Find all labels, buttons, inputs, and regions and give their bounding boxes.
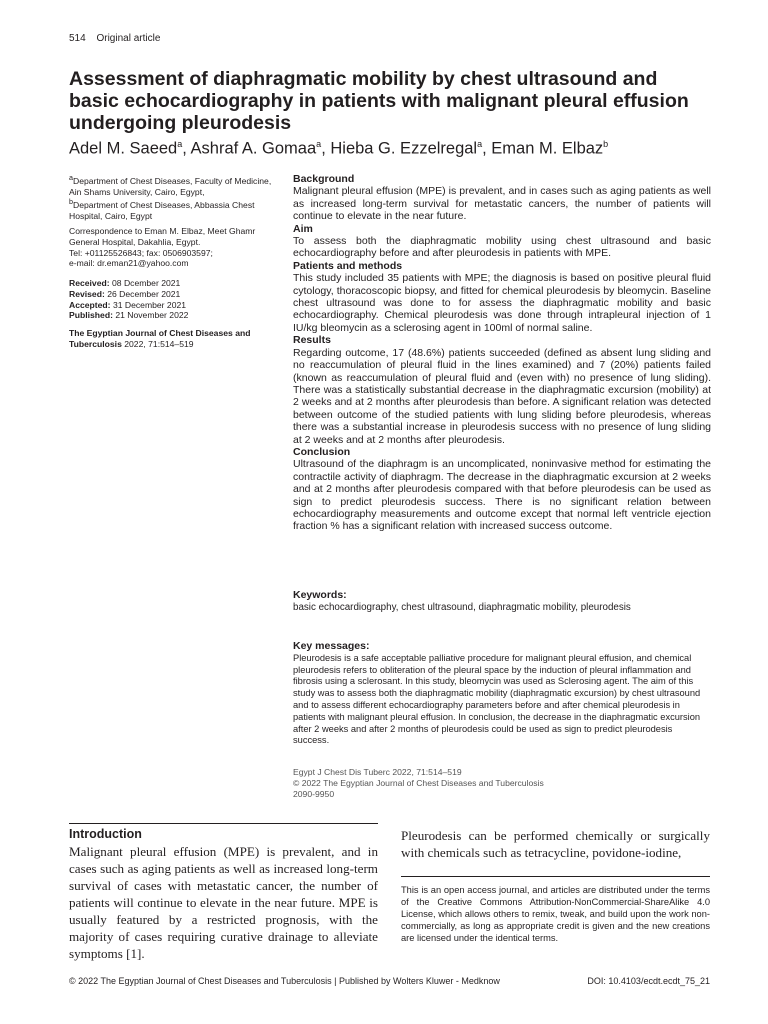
correspondence — [69, 226, 274, 269]
abstract-results: Regarding outcome, 17 (48.6%) patients succeeded (defined as absent lung sliding and no reaccumulation of pleural fluid in the lines examined) and 7 (20%) patients failed (known as reaccumulation of pleural fluid and (even with) no presence of lung sliding). There was a statistically substantial decrease in the diaphragmatic excursion (mobility) at 2 weeks and at 2 months after pleurodesis than before. A significant relation was detected between outcome of the studied patients with lung sliding before pleurodesis, whereas there was a substantial increase in pleurodesis success with no presence of lung sliding at 2 weeks and at 2 months after pleurodesis. — [293, 346, 711, 446]
correspondence-address: Correspondence to Eman M. Elbaz, Meet Ghamr General Hospital, Dakahlia, Egypt. — [69, 226, 256, 247]
author-name: Eman M. Elbaz — [491, 139, 604, 158]
revised-date: 26 December 2021 — [107, 288, 181, 299]
author-list: Adel M. Saeed$^a$, Ashraf A. Gomaa$^a$, Hieba G. Ezzelregal$^a$, Eman M. Elbaz$^b$ — [69, 139, 609, 158]
footer-doi: DOI: 10.4103/ecdt.ecdt_75_21 — [587, 976, 710, 986]
open-access-notice: This is an open access journal, and articles are distributed under the terms of the Creative Commons Attribution-NonCommercial-ShareAlike 4.0 License, which allows others to remix, tweak, and build upon the work non-commercially, as long as appropriate credit is given and the new creations are licensed under the identical terms. — [401, 885, 710, 943]
journal-name: The Egyptian Journal of Chest Diseases and Tuberculosis — [69, 328, 251, 349]
author-name: Adel M. Saeed — [69, 139, 178, 158]
footnote-divider — [401, 876, 710, 877]
article-type: Original article — [96, 33, 161, 44]
abstract-methods: This study included 35 patients with MPE; the diagnosis is based on positive pleural fluid cytology, thoracoscopic biopsy, and fitted for chemical pleurodesis by bleomycin. Baseline chest ultrasound was done to for assess the diaphragmatic mobility and basic echocardiography. Chemical pleurodesis was done through intrapleural injection of 1 IU/kg bleomycin as a sclerosing agent in 100ml of normal saline. — [293, 272, 711, 334]
published-date: 21 November 2022 — [115, 310, 189, 321]
author-affiliation-mark: a — [477, 139, 483, 149]
author-affiliation-mark: a — [316, 139, 322, 149]
correspondence-phone: Tel: +01125526843; fax: 0506903597; — [69, 247, 213, 258]
received-date: 08 Dcember 2021 — [112, 278, 181, 288]
citation-line: Egypt J Chest Dis Tuberc 2022, 71:514–519 — [293, 767, 462, 777]
citation-block — [293, 767, 711, 799]
introduction-text: Malignant pleural effusion (MPE) is prevalent, and in cases such as aging patients as well as increased long-term survival of cases with metastatic cancer, the number of patients will continue to elevate in the near future. MPE is usually featured by a restricted prognosis, with the majority of cases requiring curative drainage to alleviate symptoms [1]. — [69, 844, 378, 961]
keywords-heading: Keywords: — [293, 589, 347, 601]
affiliation-a: Department of Chest Diseases, Faculty of Medicine, Ain Shams University, Cairo, Egypt, — [69, 175, 272, 197]
key-messages-text: Pleurodesis is a safe acceptable palliative procedure for malignant pleural effusion, and chemical pleurodesis refers to obliteration of the pleural space by the induction of pleural inflammation and fibrosis using a sclerosant. In this study, bleomycin was used as Sclerosing agent. The aim of this study was to assess both the diaphragmatic mobility (diaphragmatic excursion) by chest ultrasound and to assess different echocardiography parameters before and after chemical pleurodesis in patients with malignant pleural effusion. In conclusion, the decrease in the diaphragmatic excursion after 2 weeks and after 2 months of pleurodesis could be used as sign to predict pleurodesis success. — [293, 652, 701, 746]
keywords-text: basic echocardiography, chest ultrasound, diaphragmatic mobility, pleurodesis — [293, 602, 631, 613]
article-title: Assessment of diaphragmatic mobility by chest ultrasound and basic echocardiography in patients with malignant pleural effusion undergoing pleurodesis — [69, 68, 689, 134]
author-affiliation-mark: a — [177, 139, 183, 149]
page-number: 514 — [69, 33, 86, 44]
abstract-heading-methods: Patients and methods — [293, 259, 403, 272]
introduction-heading: Introduction — [69, 827, 142, 841]
footer-copyright: © 2022 The Egyptian Journal of Chest Diseases and Tuberculosis | Published by Wolters Kluwer - Medknow — [69, 976, 500, 986]
journal-volume: 2022, 71:514–519 — [124, 338, 194, 349]
abstract-conclusion: Ultrasound of the diaphragm is an uncomplicated, noninvasive method for estimating the contractile activity of diaphragm. The decrease in the diaphragmatic excursion at 2 weeks and at 2 months after pleurodesis compared with that before pleurodesis can be used as sign to predict pleurodesis success. There is no significant relation between echocardiography measurements and outcome except that normal left ventricle ejection fraction % has a significant relation with increased success outcome. — [293, 458, 711, 533]
affiliation-b: Department of Chest Diseases, Abbassia Chest Hospital, Cairo, Egypt — [69, 200, 255, 222]
accepted-date: 31 December 2021 — [112, 299, 187, 310]
author-affiliation-mark: b — [603, 139, 609, 149]
journal-reference — [69, 328, 274, 350]
body-text-column-2: Pleurodesis can be performed chemically or surgically with chemicals such as tetracycline, povidone-iodine, — [401, 828, 710, 860]
affiliations: $^a$Department of Chest Diseases, Faculty of Medicine, Ain Shams University, Cairo, Egypt, $^b$Department of Chest Diseases, Abbassia Chest Hospital, Cairo, Egypt — [69, 174, 272, 222]
copyright-line: © 2022 The Egyptian Journal of Chest Diseases and Tuberculosis — [293, 777, 544, 788]
abstract-heading-aim: Aim — [293, 222, 313, 235]
abstract-heading-conclusion: Conclusion — [293, 445, 351, 458]
issn-line: 2090-9950 — [293, 788, 335, 799]
abstract — [293, 173, 711, 533]
article-dates: Received: 08 Dcember 2021 Revised: 26 December 2021 Accepted: 31 December 2021 Published: 21 November 2022 — [69, 278, 189, 321]
keywords-section — [293, 589, 711, 613]
section-divider — [69, 823, 378, 824]
key-messages-heading: Key messages: — [293, 640, 370, 652]
abstract-aim: To assess both the diaphragmatic mobility using chest ultrasound and basic echocardiography before and after pleurodesis in patients with MPE. — [293, 235, 711, 260]
abstract-background: Malignant pleural effusion (MPE) is prevalent, and in cases such as aging patients as well as increased long-term survival for metastatic cancers, the number of patients will continue to elevate in the near future. — [293, 185, 711, 223]
key-messages-section — [293, 641, 711, 747]
abstract-heading-background: Background — [293, 173, 355, 185]
author-name: Hieba G. Ezzelregal — [330, 139, 478, 158]
author-name: Ashraf A. Gomaa — [190, 139, 317, 158]
correspondence-email: e-mail: dr.eman21@yahoo.com — [69, 258, 189, 269]
abstract-heading-results: Results — [293, 334, 331, 347]
running-head — [69, 33, 168, 44]
